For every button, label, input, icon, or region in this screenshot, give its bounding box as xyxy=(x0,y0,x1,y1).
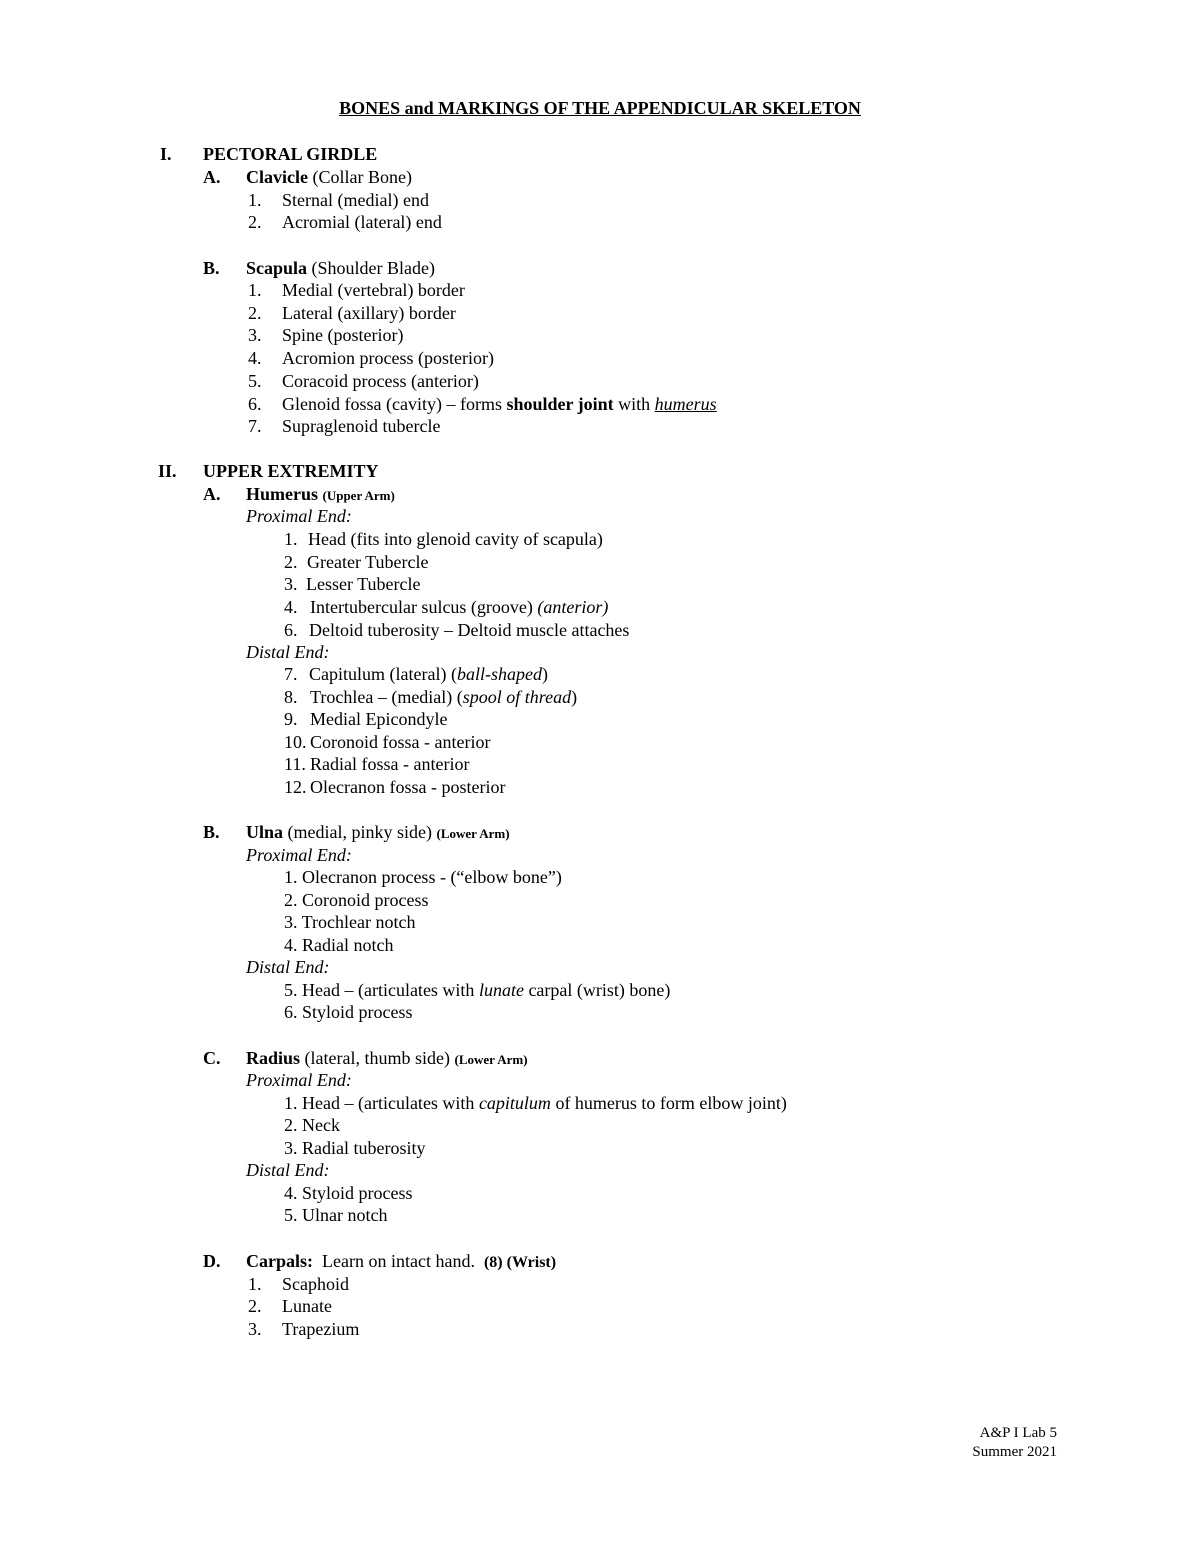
list-item: Trapezium xyxy=(282,1319,360,1339)
section-1-heading: PECTORAL GIRDLE xyxy=(203,144,378,164)
list-item: 5. Head – (articulates with lunate carpal (wrist) bone) xyxy=(284,980,671,1000)
humerus-distal-label: Distal End: xyxy=(246,642,330,662)
list-item: Sternal (medial) end xyxy=(282,190,429,210)
list-item: 1. Head – (articulates with capitulum of humerus to form elbow joint) xyxy=(284,1093,787,1113)
list-item: 4. Styloid process xyxy=(284,1183,413,1203)
section-2-numeral: II. xyxy=(158,461,177,481)
list-item: 1. Olecranon process - (“elbow bone”) xyxy=(284,867,562,887)
list-item: 6. Styloid process xyxy=(284,1002,413,1022)
humerus-letter: A. xyxy=(203,484,221,504)
ulna-heading: Ulna (medial, pinky side) (Lower Arm) xyxy=(246,822,510,842)
list-item: Greater Tubercle xyxy=(307,552,429,572)
list-item: 2. Coronoid process xyxy=(284,890,429,910)
list-item: Lunate xyxy=(282,1296,332,1316)
list-item: 2. Neck xyxy=(284,1115,340,1135)
radius-distal-label: Distal End: xyxy=(246,1160,330,1180)
list-item: Medial Epicondyle xyxy=(310,709,448,729)
footer-term: Summer 2021 xyxy=(972,1444,1057,1460)
section-2-heading: UPPER EXTREMITY xyxy=(203,461,379,481)
ulna-letter: B. xyxy=(203,822,220,842)
scapula-heading: Scapula (Shoulder Blade) xyxy=(246,258,435,278)
radius-proximal-label: Proximal End: xyxy=(246,1070,352,1090)
list-item: Scaphoid xyxy=(282,1274,349,1294)
list-item: Radial fossa - anterior xyxy=(310,754,470,774)
footer-course: A&P I Lab 5 xyxy=(979,1425,1057,1441)
list-item: Deltoid tuberosity – Deltoid muscle attaches xyxy=(309,620,630,640)
ulna-distal-label: Distal End: xyxy=(246,957,330,977)
list-item: Supraglenoid tubercle xyxy=(282,416,441,436)
carpals-heading: Carpals: Learn on intact hand. (8) (Wrist) xyxy=(246,1251,557,1271)
list-item: Capitulum (lateral) (ball-shaped) xyxy=(309,664,548,684)
humerus-proximal-label: Proximal End: xyxy=(246,506,352,526)
list-item: Lateral (axillary) border xyxy=(282,303,456,323)
list-item: Glenoid fossa (cavity) – forms shoulder joint with humerus xyxy=(282,394,717,414)
radius-letter: C. xyxy=(203,1048,221,1068)
list-item: 3. Radial tuberosity xyxy=(284,1138,426,1158)
section-1-numeral: I. xyxy=(160,144,172,164)
list-item: Coracoid process (anterior) xyxy=(282,371,479,391)
list-item: 5. Ulnar notch xyxy=(284,1205,388,1225)
list-item: Intertubercular sulcus (groove) (anterior) xyxy=(310,597,609,617)
radius-heading: Radius (lateral, thumb side) (Lower Arm) xyxy=(246,1048,528,1068)
list-item: Lesser Tubercle xyxy=(306,574,421,594)
list-item: Spine (posterior) xyxy=(282,325,404,345)
list-item: Olecranon fossa - posterior xyxy=(310,777,506,797)
page-title: BONES and MARKINGS OF THE APPENDICULAR SKELETON xyxy=(339,98,861,118)
list-item: Medial (vertebral) border xyxy=(282,280,465,300)
page-footer xyxy=(972,1424,1057,1462)
list-item: Trochlea – (medial) (spool of thread) xyxy=(310,687,578,707)
document-page: BONES and MARKINGS OF THE APPENDICULAR SKELETON I. PECTORAL GIRDLE A. Clavicle (Collar Bone) 1. Sternal (medial) end 2. Acromial (lateral) end B. Scapula (Shoulder Blade) 1. Medial (vertebral) border 2. Lateral (axillary) border 3. Spine (posterior) 4. Acromion process (posterior) 5. Coracoid process (anterior) 6. Glenoid fossa (cavity) – forms shoulder joint with humerus 7. Supraglenoid tubercle II. UPPER EXTREMITY A. Humerus (Upper Arm) Proximal End: 1. Head (fits into glenoid cavity of scapula) 2. Greater Tubercle 3. Lesser Tubercle 4. Intertubercular sulcus (groove) (anterior) 6. Deltoid tuberosity – Deltoid muscle attaches Distal End: 7. Capitulum (lateral) (ball-shaped) 8. Trochlea – (medial) (spool of thread) 9. Medial Epicondyle 10. Coronoid fossa - anterior 11. Radial fossa - anterior 12. Olecranon fossa - posterior B. Ulna (medial, pinky side) (Lower Arm) Proximal End: 1. Olecranon process - (“elbow bone”) 2. Coronoid process 3. Trochlear notch 4. Radial notch Distal End: 5. Head – (articulates with lunate carpal (wrist) bone) 6. Styloid process C. Radius (lateral, thumb side) (Lower Arm) Proximal End: 1. Head – (articulates with capitulum of humerus to form elbow joint) 2. Neck 3. Radial tuberosity Distal End: 4. Styloid process 5. Ulnar notch D. Carpals: Learn on intact hand. (8) (Wrist) 1. Scaphoid 2. Lunate 3. Trapezium A&P I Lab 5 Summer 2021 xyxy=(0,0,1200,1553)
list-item: 4. Radial notch xyxy=(284,935,394,955)
clavicle-heading: Clavicle (Collar Bone) xyxy=(246,167,412,187)
list-item: Acromion process (posterior) xyxy=(282,348,494,368)
ulna-proximal-label: Proximal End: xyxy=(246,845,352,865)
list-item: 3. Trochlear notch xyxy=(284,912,416,932)
clavicle-letter: A. xyxy=(203,167,221,187)
list-item: Coronoid fossa - anterior xyxy=(310,732,491,752)
humerus-heading: Humerus (Upper Arm) xyxy=(246,484,395,504)
scapula-letter: B. xyxy=(203,258,220,278)
carpals-letter: D. xyxy=(203,1251,221,1271)
list-item: Acromial (lateral) end xyxy=(282,212,442,232)
list-item: Head (fits into glenoid cavity of scapula) xyxy=(308,529,603,549)
